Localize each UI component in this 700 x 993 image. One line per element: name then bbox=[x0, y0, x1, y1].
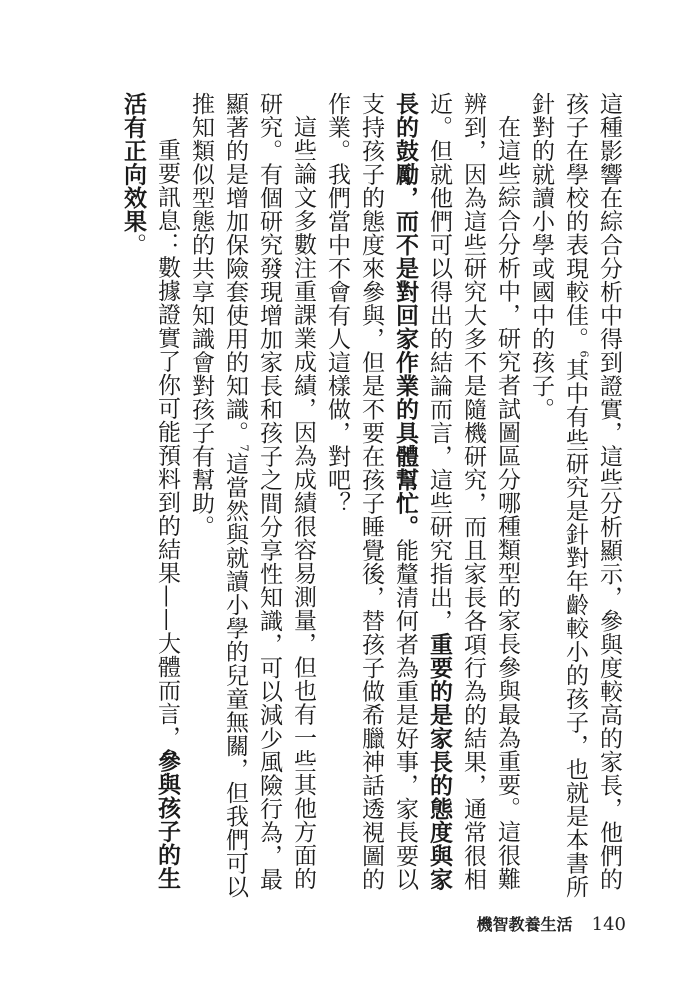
page-footer bbox=[477, 912, 626, 935]
page-number: 140 bbox=[591, 914, 626, 935]
paragraph-p1 bbox=[524, 92, 626, 904]
paragraph-text: 重要訊息：數據證實了你可能預料到的結果——大體而言， bbox=[154, 138, 180, 749]
book-title: 機智教養生活 bbox=[476, 915, 573, 934]
paragraph-text: 能釐清何者為重是好事，家長要以支持孩子的態度來參與，但是不要在孩子睡覺後，替孩子做希臘神話透視圖的作業。我們當中不會有人這樣做，對吧？ bbox=[324, 92, 418, 891]
paragraph-p2 bbox=[320, 92, 524, 904]
paragraph-text: 在這些綜合分析中，研究者試圖區分哪種類型的家長參與最為重要。這很難辨到，因為這些研究大多不是隨機研究，而且家長各項行為的結果，通常很相近。但就他們可以得出的結論而言，這些研究指出， bbox=[426, 92, 520, 891]
emphasis-text: 重要的是家長的態度與家長的鼓勵，而不是對回家作業的具體幫忙。 bbox=[392, 92, 453, 891]
emphasis-text: 參與孩子的生活有正向效果 bbox=[120, 92, 181, 890]
footnote-marker: 7 bbox=[237, 444, 251, 452]
footnote-marker: 6 bbox=[577, 350, 591, 358]
paragraph-text: 這當然與就讀小學的兒童無關，但我們可以推知類似型態的共享知識會對孩子有幫助。 bbox=[188, 92, 248, 899]
paragraph-text: 這些論文多數注重課業成績，因為成績很容易測量，但也有一些其他方面的研究。有個研究發現增加家長和孩子之間分享性知識，可以減少風險行為，最顯著的是增加保險套使用的知識。 bbox=[222, 92, 316, 891]
paragraph-p4 bbox=[116, 92, 184, 904]
paragraph-text: 這種影響在綜合分析中得到證實，這些分析顯示，參與度較高的家長，他們的孩子在學校的表現較佳。 bbox=[562, 92, 622, 891]
paragraph-text: 。 bbox=[120, 233, 146, 257]
vertical-text-body bbox=[116, 92, 626, 904]
paragraph-p3 bbox=[184, 92, 320, 904]
paragraph-text: 其中有些研究是針對年齡較小的孩子，也就是本書所針對的就讀小學或國中的孩子。 bbox=[528, 92, 588, 899]
